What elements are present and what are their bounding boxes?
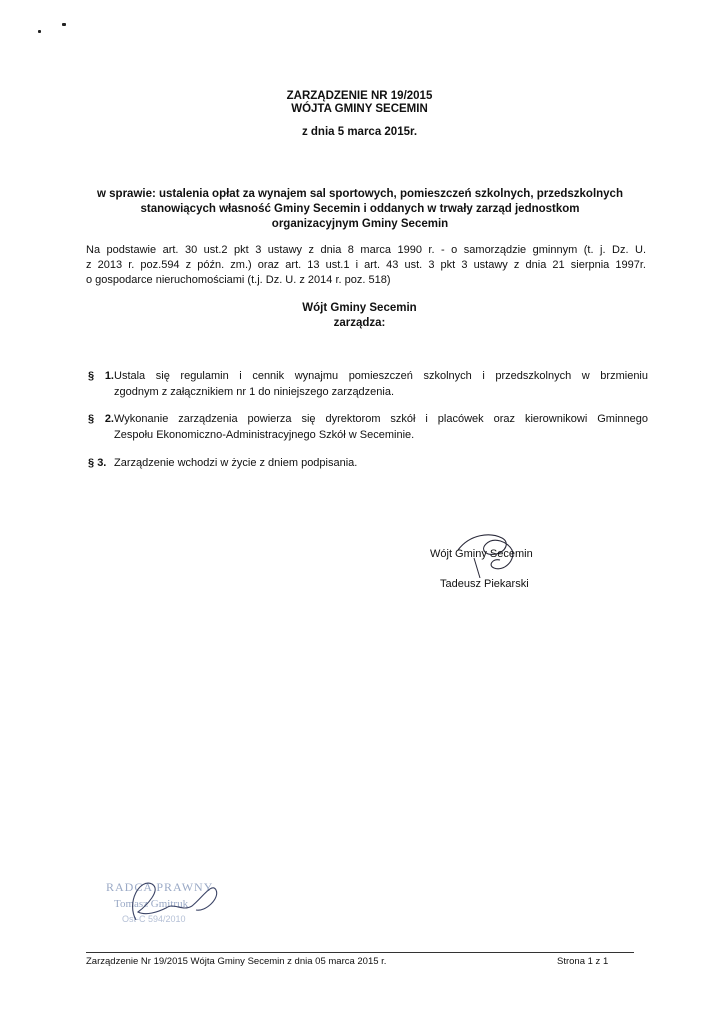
paragraph-text: Zespołu Ekonomiczno-Administracyjnego Szkół w Seceminie. [114,429,415,441]
legal-advisor-stamp [96,872,236,932]
section-symbol: § 2. [88,413,114,425]
section-symbol: § 1. [88,370,114,382]
legal-basis-line: z 2013 r. poz.594 z późn. zm.) oraz art. 13 ust.1 i art. 43 ust. 3 pkt 3 ustawy z dnia 21 sierpnia 1997r. [86,259,646,271]
issuer-decree-word: zarządza: [333,317,386,329]
issuer-heading: Wójt Gminy Secemin [302,302,417,314]
signature-title: Wójt Gminy Secemin [430,548,533,560]
paragraph-1 [88,368,648,400]
section-symbol: § 3. [88,457,107,469]
document-subject [70,187,650,232]
paragraph-2 [88,411,648,443]
paragraph-3 [88,455,648,471]
stamp-line: RADCA PRAWNY [106,880,214,894]
footer-page-number: Strona 1 z 1 [557,956,609,967]
legal-basis [86,243,646,288]
document-issuer-title: WÓJTA GMINY SECEMIN [291,103,428,115]
document-date: z dnia 5 marca 2015r. [301,126,418,138]
subject-line: w sprawie: ustalenia opłat za wynajem sal sportowych, pomieszczeń szkolnych, przedszkolnych [97,188,623,200]
stamp-line: Tomasz Gmitruk [114,898,189,910]
stamp-signature [96,872,236,932]
paragraph-text: zgodnym z załącznikiem nr 1 do niniejszego zarządzenia. [114,386,395,398]
stamp-line: Ost-C 594/2010 [122,914,186,924]
subject-line: organizacyjnym Gminy Secemin [271,218,449,230]
paragraph-text: Zarządzenie wchodzi w życie z dniem podpisania. [114,457,358,469]
subject-line: stanowiących własność Gminy Secemin i oddanych w trwały zarząd jednostkom [140,203,580,215]
legal-basis-line: o gospodarce nieruchomościami (t.j. Dz. U. z 2014 r. poz. 518) [86,274,391,286]
footer-document-reference: Zarządzenie Nr 19/2015 Wójta Gminy Secemin z dnia 05 marca 2015 r. [86,956,387,967]
paragraph-text: Wykonanie zarządzenia powierza się dyrektorom szkół i placówek oraz kierownikowi Gminnego [114,413,648,425]
legal-basis-line: Na podstawie art. 30 ust.2 pkt 3 ustawy z dnia 8 marca 1990 r. - o samorządzie gminnym (t. j. Dz. U. [86,244,646,256]
paragraph-text: Ustala się regulamin i cennik wynajmu pomieszczeń szkolnych i przedszkolnych w brzmieniu [114,370,648,382]
signature-name: Tadeusz Piekarski [440,578,529,590]
document-title: ZARZĄDZENIE NR 19/2015 [286,90,433,102]
footer-divider [86,952,634,953]
